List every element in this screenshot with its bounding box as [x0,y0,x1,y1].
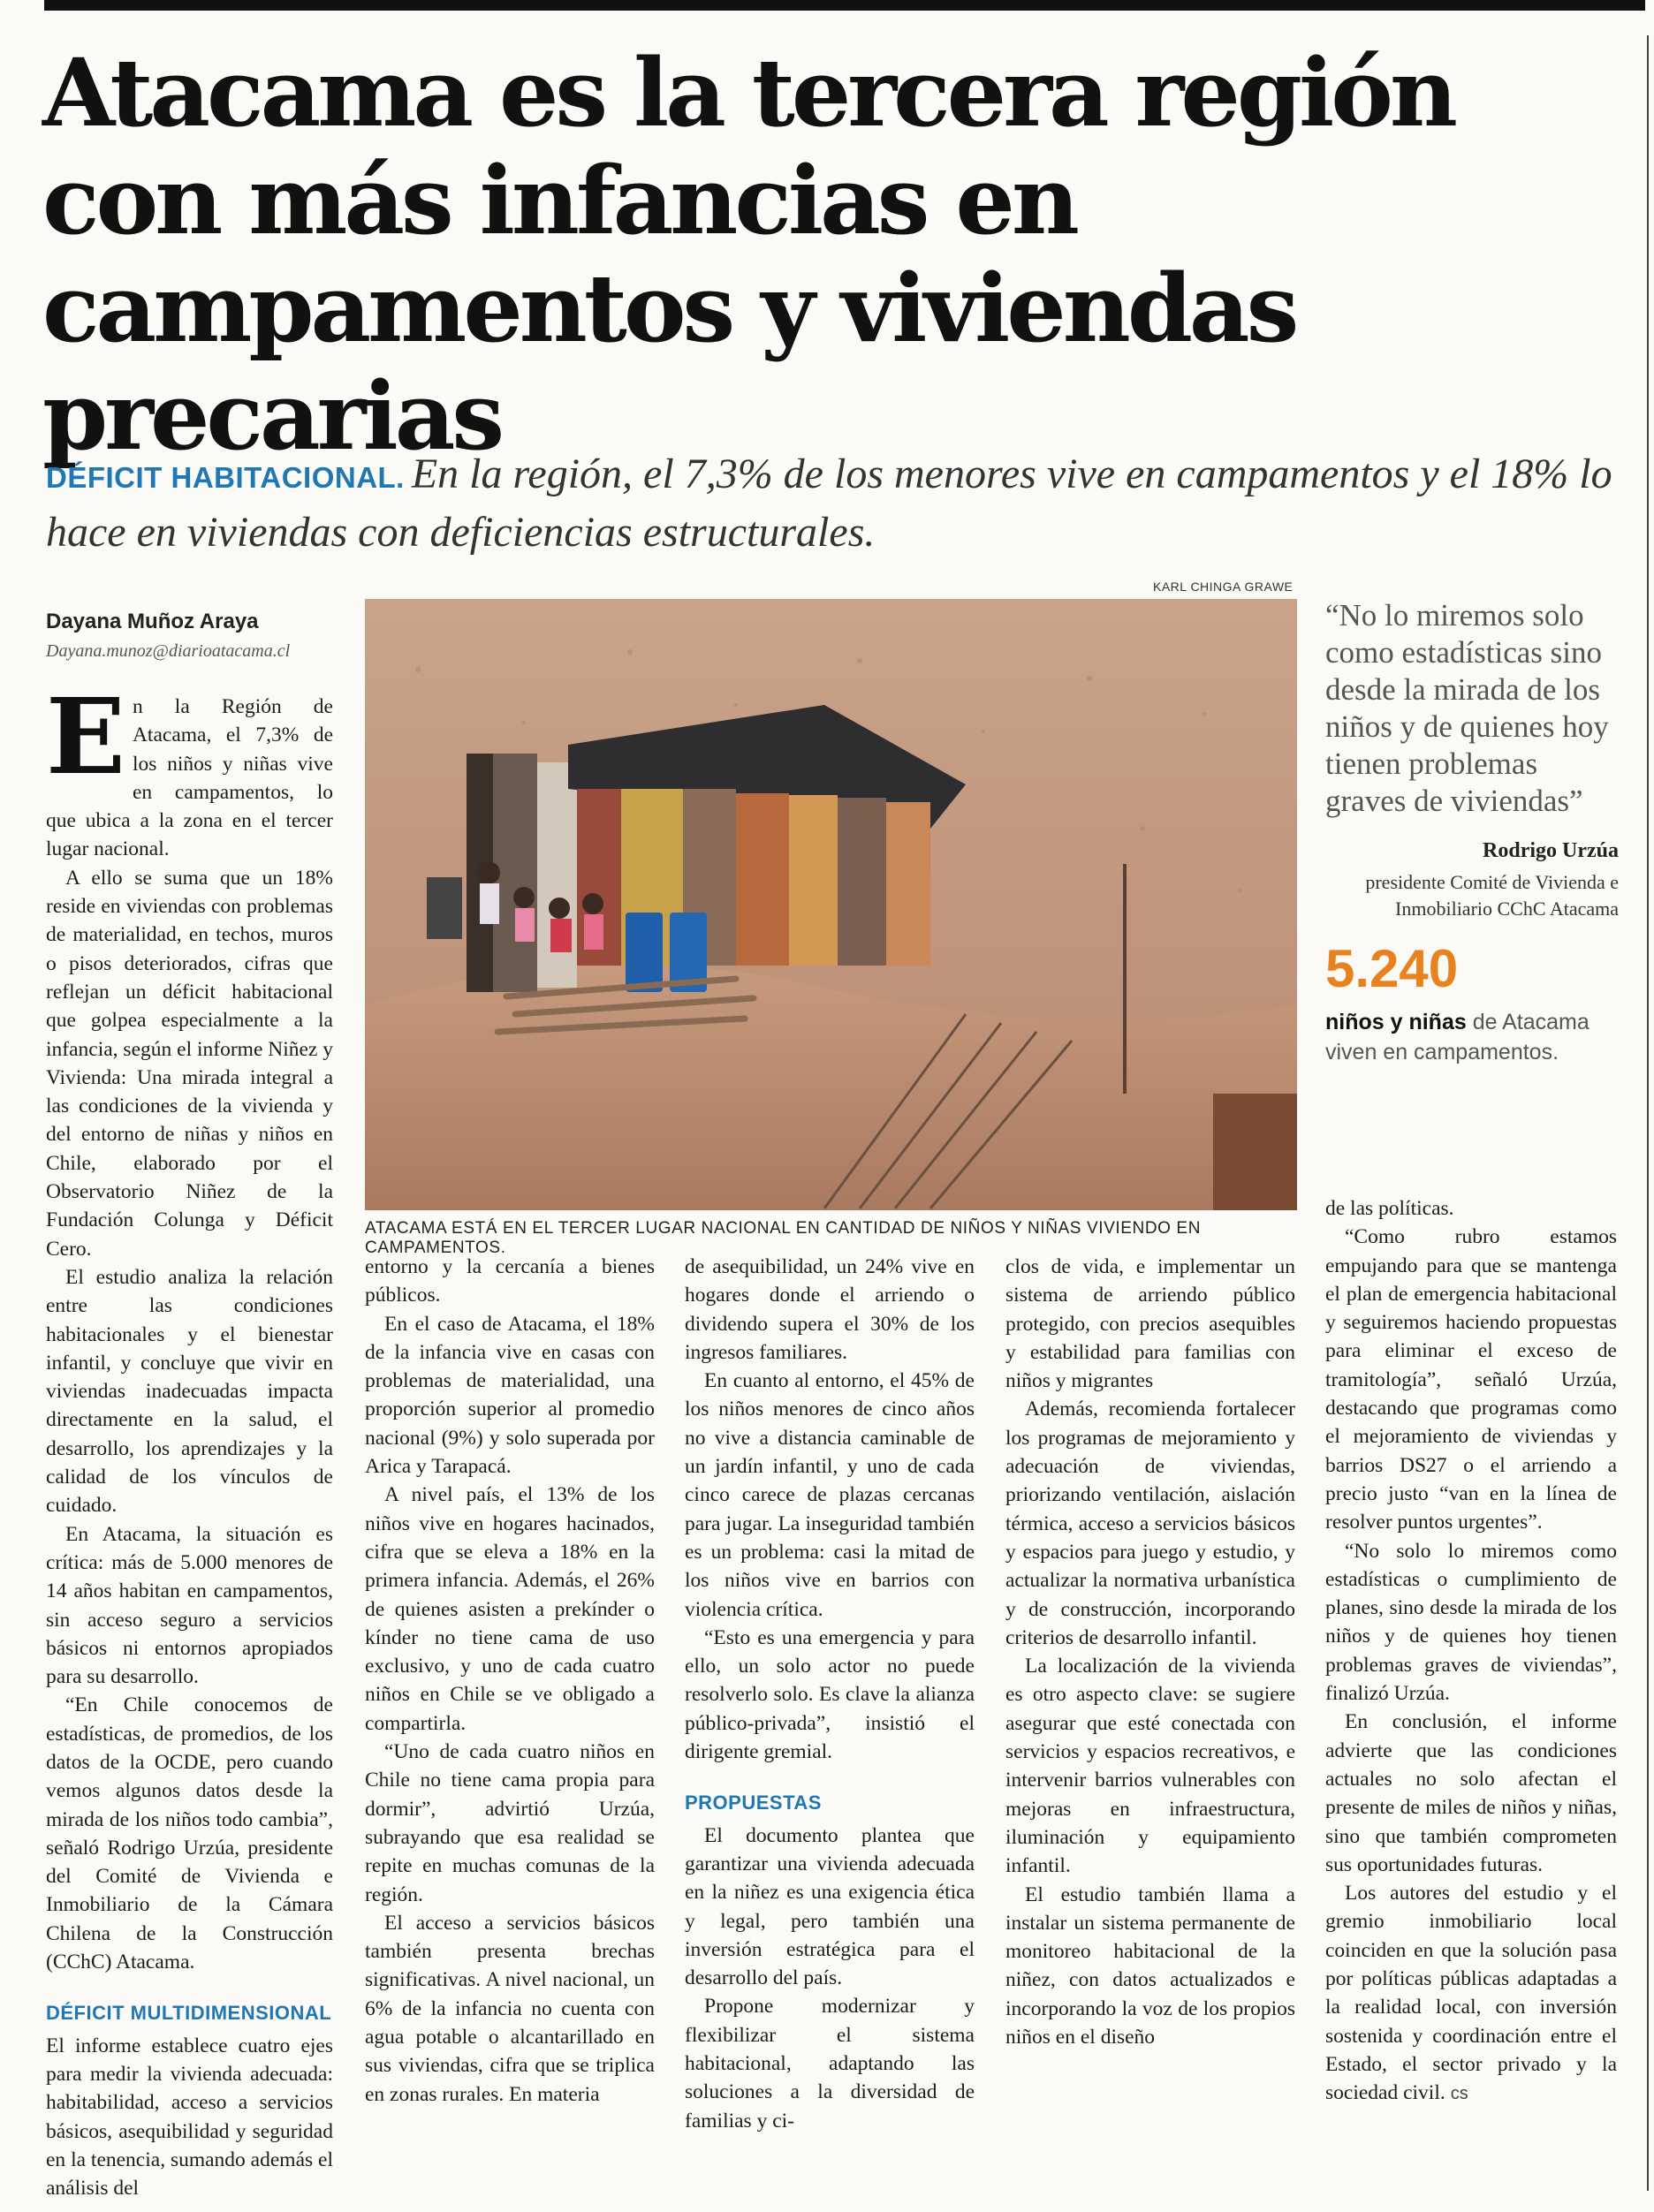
paragraph: A ello se suma que un 18% reside en viviendas con problemas de materialidad, en techos, muros o pisos deteriorados, cifras que reflejan un déficit habitacional que golpea especialmente a la infancia, según el informe Niñez y Vivienda: Una mirada integral a las condiciones de la vivienda y del entorno de niñas y niños en Chile, elaborado por el Observatorio Niñez de la Fundación Colunga y Déficit Cero. [46,866,333,1261]
stat-number: 5.240 [1325,939,1459,998]
paragraph: Propone modernizar y flexibilizar el sistema habitacional, adaptando las soluciones a la diversidad de familias y ci- [685,1995,975,2132]
paragraph: clos de vida, e implementar un sistema de arriendo público protegido, con precios asequibles y estabilidad para familias con niños y migrantes [1005,1255,1295,1393]
page-edge-rule [1647,35,1649,2191]
paragraph: “Como rubro estamos empujando para que se mantenga el plan de emergencia habitacional y seguiremos haciendo propuestas para eliminar el exceso de tramitología”, señaló Urzúa, destacando que programas como el mejoramiento de viviendas y barrios DS27 o el arriendo a precio justo “van en la línea de resolver puntos urgentes”. [1325,1225,1617,1534]
paragraph: Además, recomienda fortalecer los programas de mejoramiento y adecuación de viviendas, priorizando ventilación, aislación térmica, acceso a servicios básicos y espacios para juego y estudio, y actualizar la normativa urbanística y de construcción, incorporando criterios de desarrollo infantil. [1005,1398,1295,1649]
subhead-deficit: DÉFICIT MULTIDIMENSIONAL [46,2002,332,2025]
subhead-propuestas: PROPUESTAS [685,1792,822,1814]
headline: Atacama es la tercera región con más infancias en campamentos y viviendas precarias [42,37,1454,471]
byline-author: Dayana Muñoz Araya [46,610,259,633]
paragraph: entorno y la cercanía a bienes públicos. [365,1255,655,1307]
paragraph: El acceso a servicios básicos también presenta brechas significativas. A nivel nacional, un 6% de la infancia no cuenta con agua potable o alcantarillado en sus viviendas, cifra que se triplica en zonas rurales. En materia [365,1911,655,2106]
paragraph: En el caso de Atacama, el 18% de la infancia vive en casas con problemas de materialidad, una proporción superior al promedio nacional (9%) y solo superada por Arica y Tarapacá. [365,1312,655,1479]
paragraph: “No solo lo miremos como estadísticas o cumplimiento de planes, sino desde la mirada de los niños y de quienes hoy tienen problemas graves de viviendas”, finalizó Urzúa. [1325,1539,1617,1706]
paragraph: A nivel país, el 13% de los niños vive en hogares hacinados, cifra que se eleva a 18% en la primera infancia. Además, el 26% de quienes asisten a prekínder o kínder no tiene cama de uso exclusivo, y uno de cada cuatro niños en Chile se ve obligado a compartirla. [365,1483,655,1735]
paragraph: En Atacama, la situación es crítica: más de 5.000 menores de 14 años habitan en campamentos, sin acceso seguro a servicios básicos ni entornos apropiados para su desarrollo. [46,1522,333,1689]
paragraph: “Uno de cada cuatro niños en Chile no tiene cama propia para dormir”, advirtió Urzúa, subrayando que esa realidad se repite en muchas comunas de la región. [365,1740,655,1906]
stat-text [1325,1007,1617,1067]
column-3 [685,1253,975,2135]
paragraph: de las políticas. [1325,1197,1454,1220]
paragraph: La localización de la vivienda es otro aspecto clave: se sugiere asegurar que esté conectada con servicios y espacios recreativos, e intervenir barrios vulnerables con mejoras en infraestructura, iluminación y equipamiento infantil. [1005,1655,1295,1878]
column-5 [1325,1194,1617,2109]
paragraph: En conclusión, el informe advierte que las condiciones actuales no solo afectan el presente de miles de niños y niñas, sino que también comprometen sus oportunidades futuras. [1325,1710,1617,1876]
end-mark: cs [1450,2084,1468,2104]
paragraph: de asequibilidad, un 24% vive en hogares donde el arriendo o dividendo supera el 30% de los ingresos familiares. [685,1255,975,1364]
paragraph: Los autores del estudio y el gremio inmobiliario local coinciden en que la solución pasa por políticas públicas adaptadas a la realidad local, con inversión sostenida y coordinación entre el Estado, el sector privado y la sociedad civil. cs [1325,1882,1617,2105]
column-4 [1005,1253,1295,2051]
paragraph: El documento plantea que garantizar una vivienda adecuada en la niñez es una exigencia ética y legal, pero también una inversión estratégica para el desarrollo del país. [685,1823,975,1990]
article-photo [365,599,1297,1210]
drop-cap: E [46,675,125,798]
paragraph: El estudio también llama a instalar un sistema permanente de monitoreo habitacional de la niñez, con datos actualizados e incorporando la voz de los propios niños en el diseño [1005,1882,1295,2049]
photo-caption: ATACAMA ESTÁ EN EL TERCER LUGAR NACIONAL EN CANTIDAD DE NIÑOS Y NIÑAS VIVIENDO EN CAMPAMENTOS. [365,1219,1202,1257]
paragraph: El informe establece cuatro ejes para medir la vivienda adecuada: habitabilidad, acceso a servicios básicos, asequibilidad y seguridad en la tenencia, sumando además el análisis del [46,2034,333,2201]
pullquote-text: “No lo miremos solo como estadísticas sino desde la mirada de los niños y de quienes hoy tienen problemas graves de viviendas” [1325,598,1609,818]
column-2 [365,1253,655,2109]
deck-kicker: DÉFICIT HABITACIONAL. [46,461,405,494]
pullquote-role: presidente Comité de Vivienda e Inmobiliario CChC Atacama [1365,871,1619,920]
paragraph: “Esto es una emergencia y para ello, un solo actor no puede resolverlo solo. Es clave la alianza público-privada”, insistió el dirigente gremial. [685,1625,975,1764]
deck [46,447,1619,560]
pullquote-author: Rodrigo Urzúa [1483,839,1619,862]
lead-paragraph: En la Región de Atacama, el 7,3% de los niños y niñas vive en campamentos, lo que ubica a la zona en el tercer lugar nacional. [46,675,333,861]
paragraph: En cuanto al entorno, el 45% de los niños menores de cinco años no vive a distancia caminable de un jardín infantil, y uno de cada cinco carece de plazas cercanas para jugar. La inseguridad también es un problema: casi la mitad de los niños vive en barrios con violencia crítica. [685,1369,975,1621]
deck-text: En la región, el 7,3% de los menores vive en campamentos y el 18% lo hace en viviendas con deficiencias estructurales. [46,451,1612,556]
photo-credit: KARL CHINGA GRAWE [1153,580,1294,594]
paragraph: “En Chile conocemos de estadísticas, de promedios, de los datos de la OCDE, pero cuando vemos algunos datos desde la mirada de los niños todo cambia”, señaló Rodrigo Urzúa, presidente del Comité de Vivienda e Inmobiliario de la Cámara Chilena de la Construcción (CChC) Atacama. [46,1693,333,1974]
stat-bold: niños y niñas [1325,1010,1467,1034]
byline-email[interactable]: Dayana.munoz@diarioatacama.cl [46,641,291,661]
paragraph: El estudio analiza la relación entre las condiciones habitacionales y el bienestar infantil, y concluye que vivir en viviendas inadecuadas impacta directamente en la salud, el desarrollo, los aprendizajes y la calidad de los vínculos de cuidado. [46,1265,333,1518]
top-rule [44,0,1645,11]
stat-rest: de Atacama viven en campamentos. [1325,1010,1590,1064]
column-1 [46,675,333,2202]
